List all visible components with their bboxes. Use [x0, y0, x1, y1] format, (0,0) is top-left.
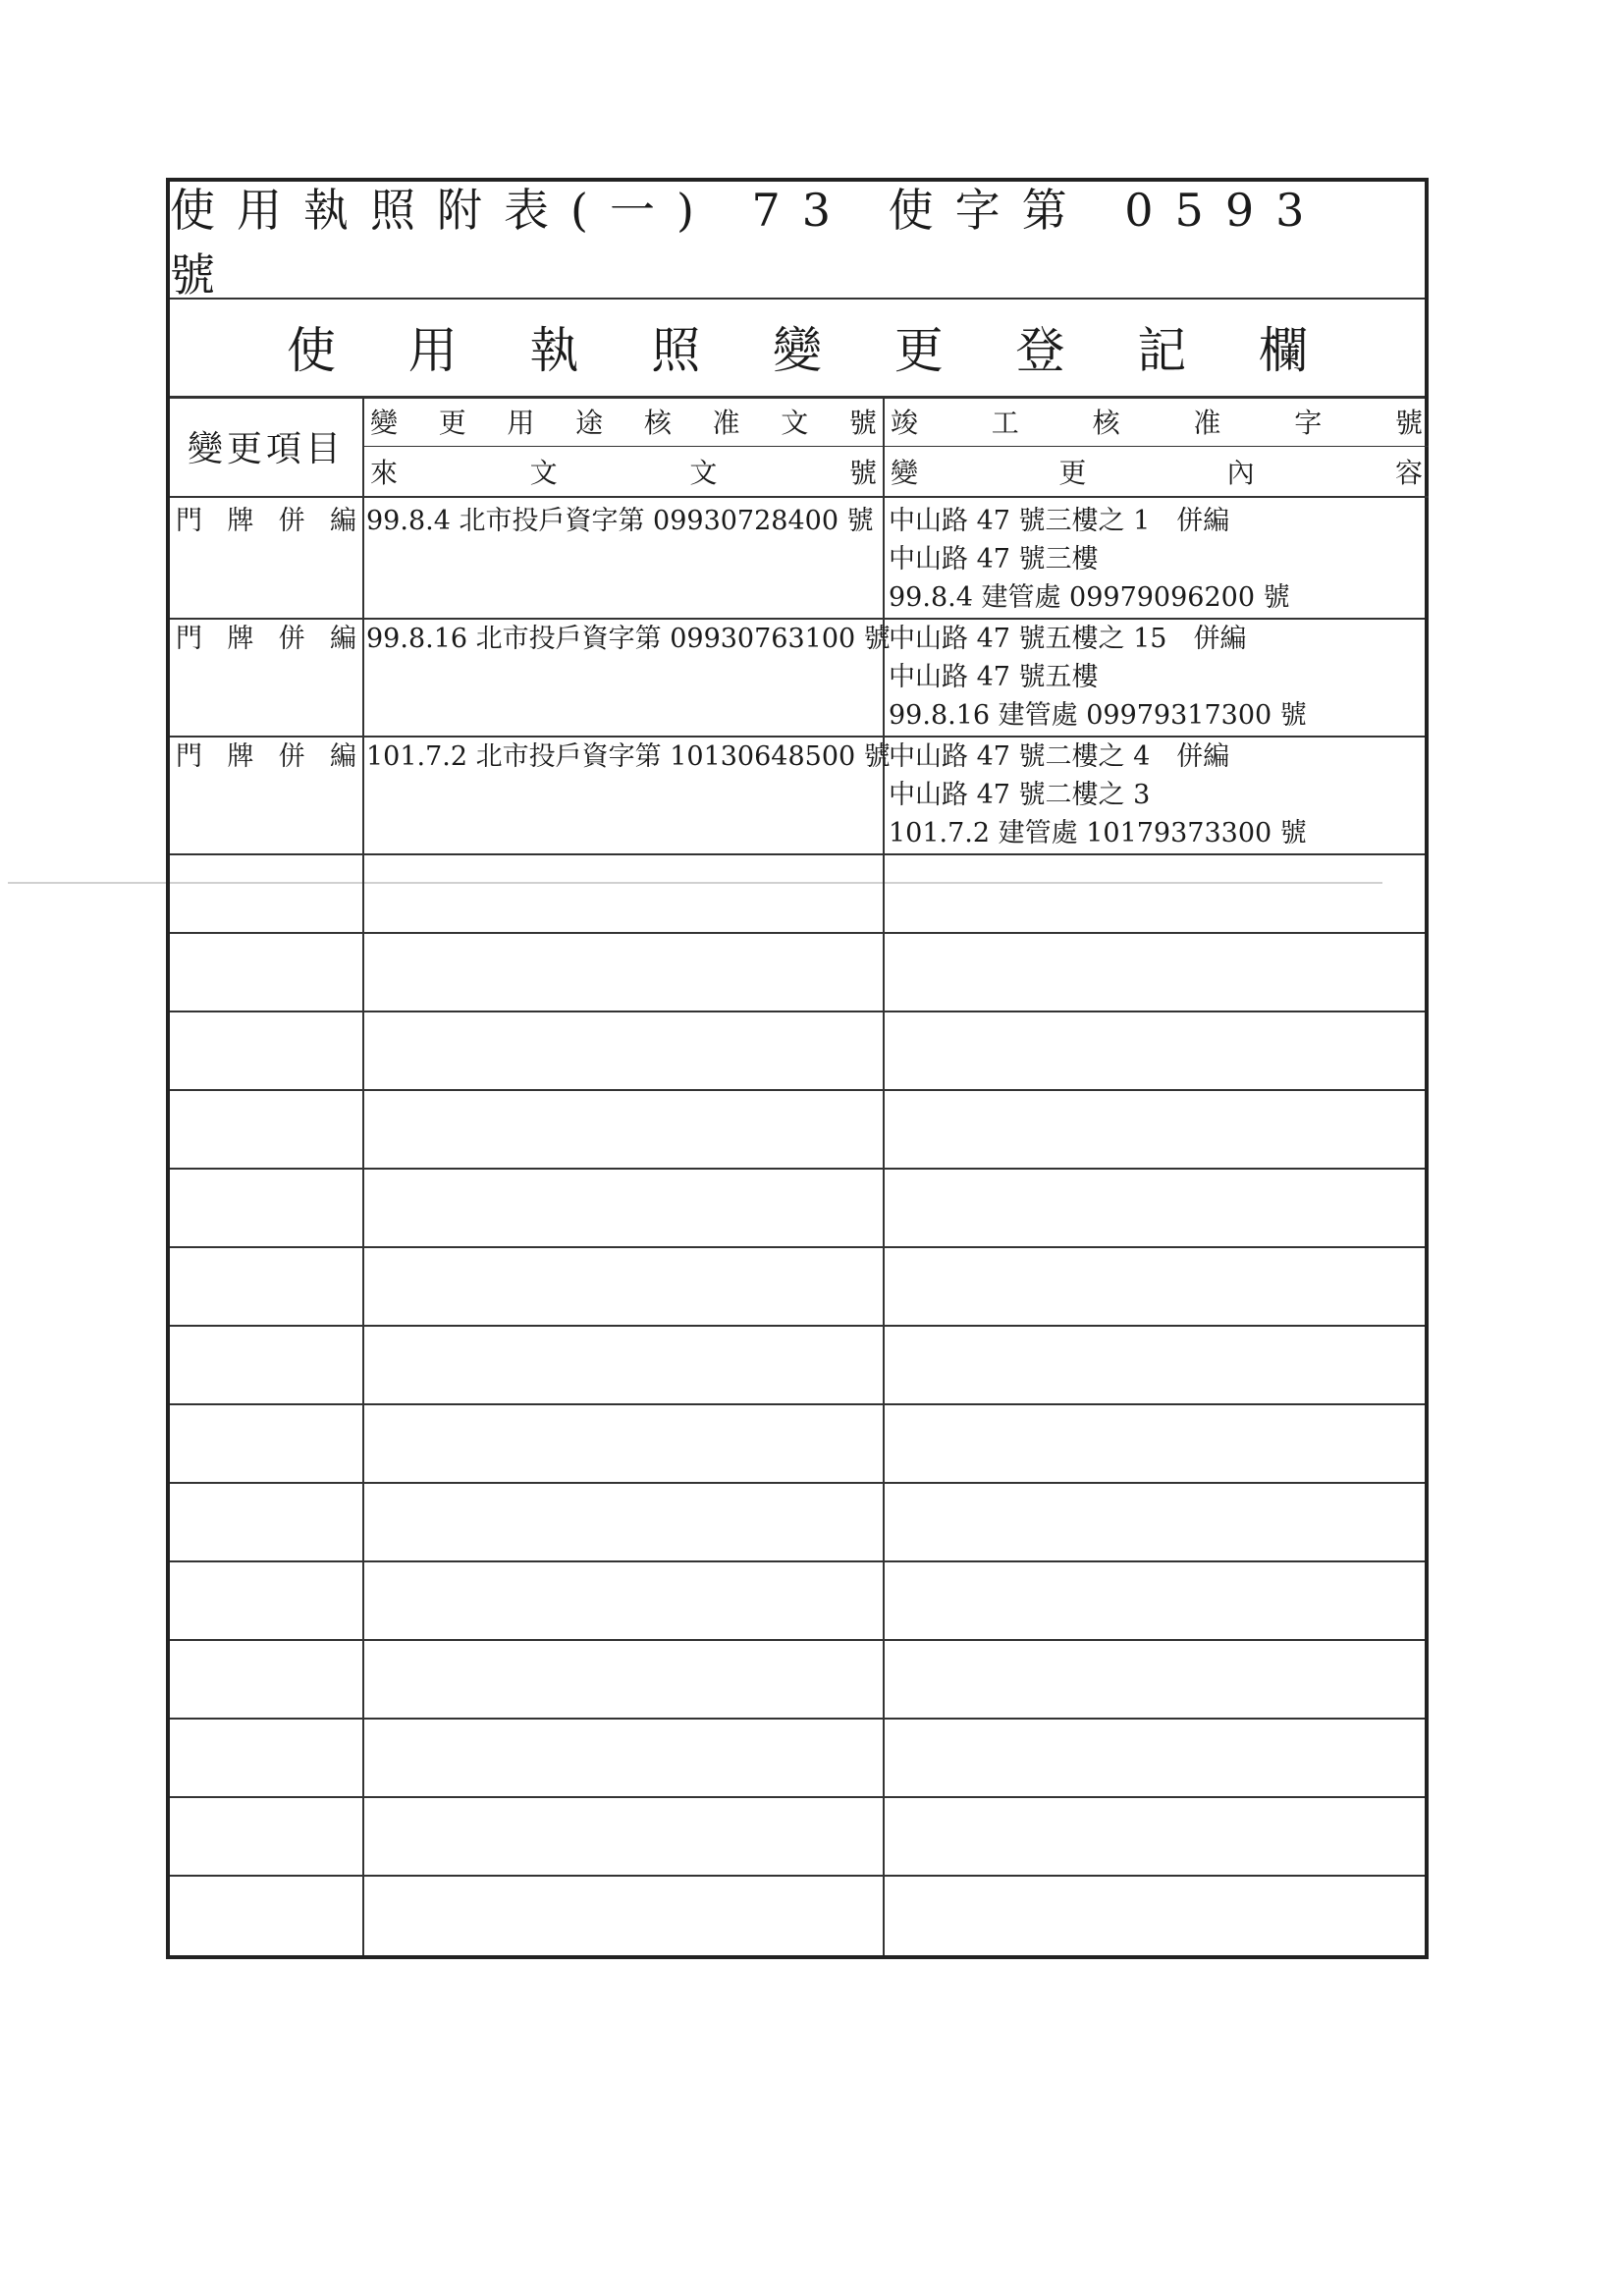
empty-row-divider — [170, 1639, 1425, 1641]
column-divider — [362, 396, 364, 1955]
empty-row-divider — [170, 1325, 1425, 1327]
empty-row-divider — [170, 1246, 1425, 1248]
empty-row-divider — [170, 1168, 1425, 1170]
empty-row-divider — [170, 1089, 1425, 1091]
row-item: 門 牌 併 編 — [176, 624, 356, 654]
empty-row-divider — [170, 1482, 1425, 1484]
row-doc-number: 99.8.16 北市投戶資字第 09930763100 號 — [366, 624, 891, 654]
empty-row-divider — [170, 1875, 1425, 1877]
empty-row-divider — [170, 1796, 1425, 1798]
empty-row-divider — [170, 1403, 1425, 1405]
row-change-content: 中山路 47 號二樓之 4 併編 中山路 47 號二樓之 3 101.7.2 建管處 10179373300 號 — [889, 741, 1307, 848]
row-doc-number: 99.8.4 北市投戶資字第 09930728400 號 — [366, 506, 874, 536]
form-subtitle: 使 用 執 照 變 更 登 記 欄 — [170, 298, 1425, 399]
row-change-content: 中山路 47 號五樓之 15 併編 中山路 47 號五樓 99.8.16 建管處 09979317300 號 — [889, 624, 1307, 731]
header-change-item: 變更項目 — [170, 396, 362, 498]
row-divider — [170, 853, 1425, 855]
row-doc-number: 101.7.2 北市投戶資字第 10130648500 號 — [366, 741, 891, 772]
header-change-content: 變 更 內 容 — [885, 447, 1429, 498]
row-change-content: 中山路 47 號三樓之 1 併編 中山路 47 號三樓 99.8.4 建管處 09979096200 號 — [889, 506, 1290, 613]
form-title: 使用執照附表(一) 73 使字第 0593 號 — [170, 182, 1425, 300]
header-usage-approval: 變 更 用 途 核 准 文 號 — [364, 396, 883, 447]
empty-row-divider — [170, 1718, 1425, 1720]
empty-row-divider — [170, 1011, 1425, 1012]
row-item: 門 牌 併 編 — [176, 506, 356, 536]
header-completion-approval: 竣 工 核 准 字 號 — [885, 396, 1429, 447]
header-incoming-doc: 來 文 文 號 — [364, 447, 883, 498]
empty-row-divider — [170, 932, 1425, 934]
empty-row-divider — [170, 1560, 1425, 1562]
row-item: 門 牌 併 編 — [176, 741, 356, 772]
usage-permit-form — [166, 178, 1429, 1959]
